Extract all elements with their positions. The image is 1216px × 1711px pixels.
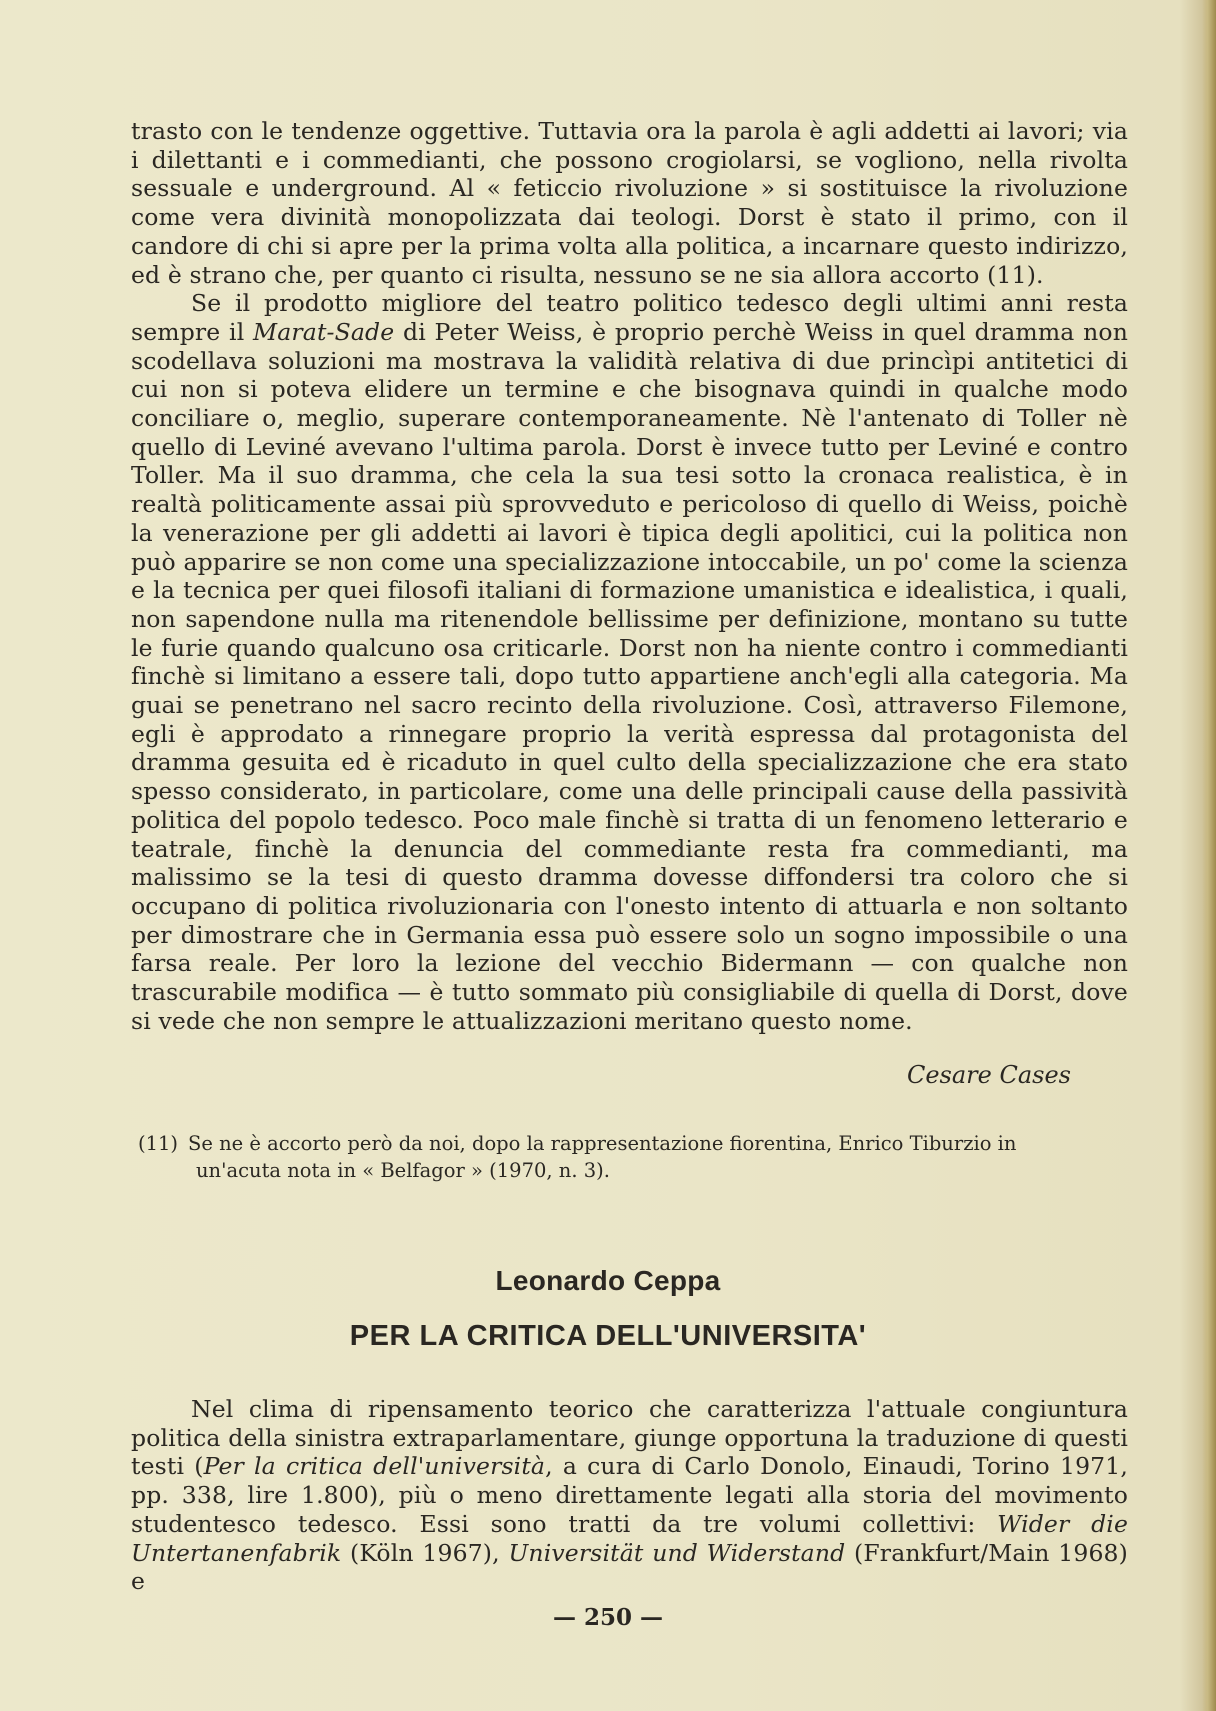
text-run: , a cura di Carlo Donolo, Einaudi, Torino 1971, pp. 338, lire 1.800), più o meno direttamente legati alla storia del movimento studentesco tedesco. Essi sono tratti da tre volumi collettivi: (131, 1452, 1128, 1538)
play-title: Marat-Sade (253, 317, 395, 346)
volume-title: Wider die Untertanenfabrik (131, 1509, 1129, 1567)
page-number: — 250 — (552, 1604, 664, 1631)
text-run: (Frankfurt/Main 1968) e (131, 1538, 1128, 1596)
page-edge (1202, 0, 1216, 1711)
text-run: Se il prodotto migliore del teatro politico tedesco degli ultimi anni resta sempre il (131, 289, 1128, 346)
text-run: di Peter Weiss, è proprio perchè Weiss in quel dramma non scodellava soluzioni ma mostrava la validità relativa di due princìpi antitetici di cui non si poteva elidere un termine e che bisognava quindi in qualche modo conciliare o, meglio, superare contemporaneamente. Nè l'antenato di Toller nè quello di Leviné avevano l'ultima parola. Dorst è invece tutto per Leviné e contro Toller. Ma il suo dramma, che cela la sua tesi sotto la cronaca realistica, è in realtà politicamente assai più sprovveduto e pericoloso di quello di Weiss, poichè la venerazione per gli addetti ai lavori è tipica degli apolitici, cui la politica non può apparire se non come una specializzazione intoccabile, un po' come la scienza e la tecnica per quei filosofi italiani di formazione umanistica e idealistica, i quali, non sapendone nulla ma ritenendole bellissime per definizione, montano su tutte le furie quando qualcuno osa criticarle. Dorst non ha niente contro i commedianti finchè si limitano a essere tali, dopo tutto appartiene anch'egli alla categoria. Ma guai se penetrano nel sacro recinto della rivoluzione. Così, attraverso Filemone, egli è approdato a rinnegare proprio la verità espressa dal protagonista del dramma gesuita ed è ricaduto in quel culto della specializzazione che era stato spesso considerato, in particolare, come una delle principali cause della passività politica del popolo tedesco. Poco male finchè si tratta di un fenomeno letterario e teatrale, finchè la denuncia del commediante resta fra commedianti, ma malissimo se la tesi di questo dramma dovesse diffondersi tra coloro che si occupano di politica rivoluzionaria con l'onesto intento di attuarla e non soltanto per dimostrare che in Germania essa può essere solo un sogno impossibile o una farsa reale. Per loro la lezione del vecchio Bidermann — con qualche non trascurabile modifica — è tutto sommato più consigliabile di quella di Dorst, dove si vede che non sempre le attualizzazioni meritano questo nome. (131, 317, 1128, 1035)
author-signature: Cesare Cases (906, 1061, 1071, 1089)
text-run: Nel clima di ripensamento teorico che caratterizza l'attuale congiuntura politica della sinistra extraparlamentare, giunge opportuna la traduzione di questi testi ( (131, 1395, 1128, 1481)
review-body (131, 1395, 1128, 1596)
article-ending (131, 117, 1128, 1036)
review-title: PER LA CRITICA DELL'UNIVERSITA' (349, 1320, 867, 1352)
review-author: Leonardo Ceppa (495, 1265, 721, 1296)
volume-title: Universität und Widerstand (508, 1538, 846, 1567)
footnote (138, 1130, 1128, 1184)
paragraph: trasto con le tendenze oggettive. Tuttavia ora la parola è agli addetti ai lavori; via i dilettanti e i commedianti, che possono crogiolarsi, se vogliono, nella rivolta sessuale e underground. Al « feticcio rivoluzione » si sostituisce la rivoluzione come vera divinità monopolizzata dai teologi. Dorst è stato il primo, con il candore di chi si apre per la prima volta alla politica, a incarnare questo indirizzo, ed è strano che, per quanto ci risulta, nessuno se ne sia allora accorto (11). (131, 117, 1128, 289)
paragraph (131, 289, 1128, 1035)
footnote-text: Se ne è accorto però da noi, dopo la rappresentazione fiorentina, Enrico Tiburzio in (188, 1132, 1017, 1155)
text-run: (Köln 1967), (341, 1538, 509, 1567)
footnote-text: un'acuta nota in « Belfagor » (1970, n. 3). (196, 1159, 610, 1182)
book-title: Per la critica dell'università (203, 1452, 546, 1481)
paragraph (131, 1395, 1128, 1596)
footnote-number: (11) (138, 1132, 179, 1155)
